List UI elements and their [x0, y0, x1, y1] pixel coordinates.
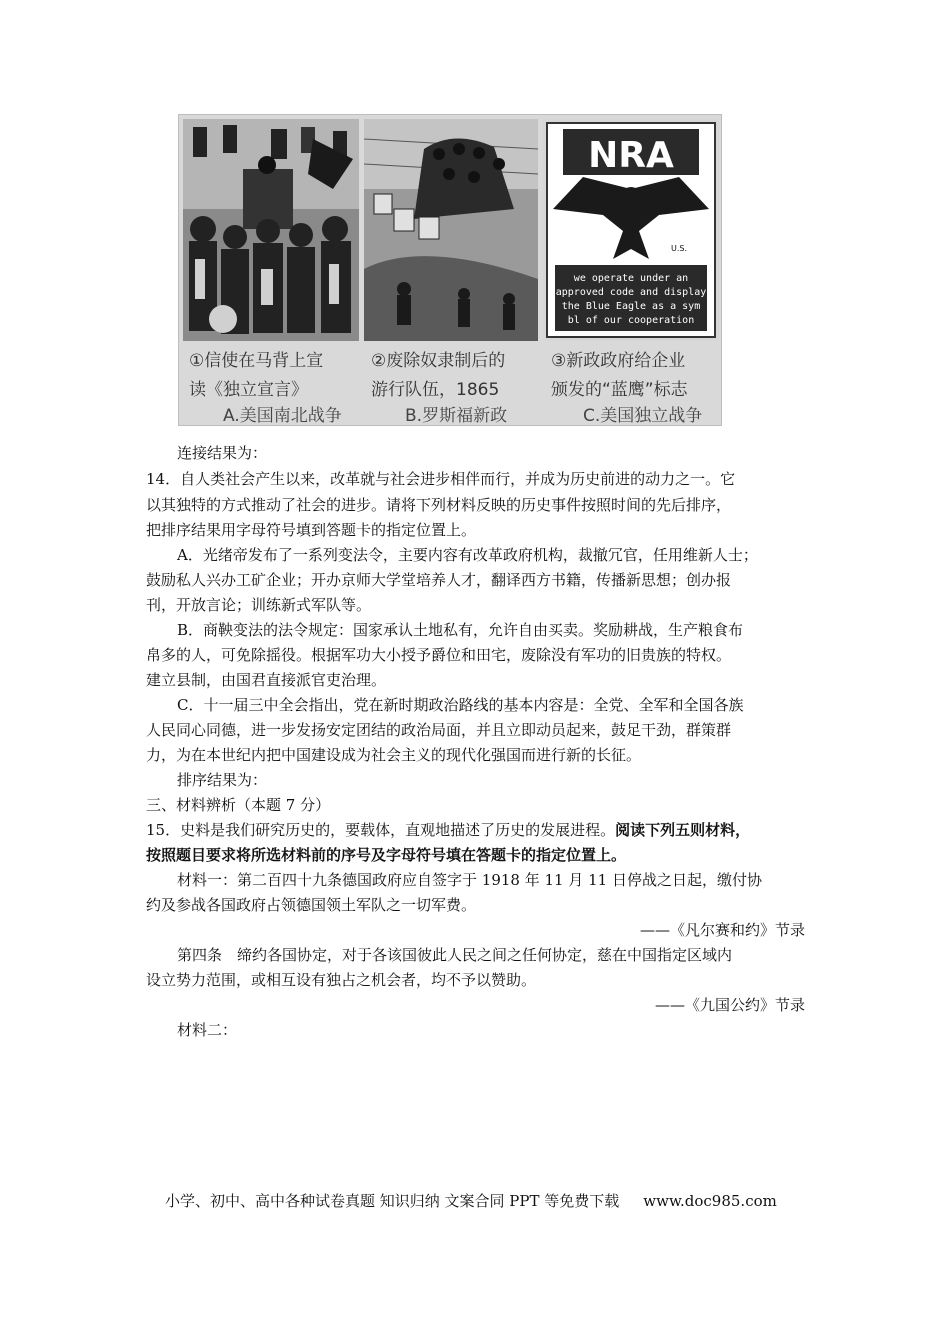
abolition-parade-illustration — [364, 119, 538, 341]
nra-blue-eagle-poster — [543, 119, 719, 341]
q14-option-c: C．十一届三中全会指出，党在新时期政治路线的基本内容是：全党、全军和全国各族 — [177, 696, 744, 714]
section-title: 三、材料辨析（本题 7 分） — [146, 796, 331, 814]
caption-line: ②废除奴隶制后的 — [371, 351, 506, 371]
q14-option-b: B．商鞅变法的法令规定：国家承认土地私有，允许自由买卖。奖励耕战，生产粮食布 — [177, 621, 744, 639]
q15-stem-normal: 15．史料是我们研究历史的，要载体，直观地描述了历史的发展进程。 — [146, 821, 616, 839]
material-1: 材料一：第二百四十九条德国政府应自签字于 1918 年 11 月 11 日停战之日起，缴付协 — [177, 871, 762, 889]
poster-line: approved code and display — [555, 287, 707, 298]
poster-line: bl of our cooperation — [567, 315, 695, 326]
footer-link[interactable]: www.doc985.com — [643, 1192, 777, 1210]
q14-stem: 以其独特的方式推动了社会的进步。请将下列材料反映的历史事件按照时间的先后排序， — [146, 496, 732, 514]
page-footer — [165, 1190, 777, 1211]
poster-line: the Blue Eagle as a sym — [561, 301, 701, 312]
material-2-label: 材料二： — [177, 1021, 238, 1039]
panel-caption — [551, 347, 719, 405]
q14-option-a: 鼓励私人兴办工矿企业；开办京师大学堂培养人才，翻译西方书籍，传播新思想；创办报 — [146, 571, 732, 589]
article-4: 设立势力范围，或相互设有独占之机会者，均不予以赞助。 — [146, 971, 537, 989]
panel-caption — [189, 347, 359, 405]
caption-line: 读《独立宣言》 — [189, 380, 308, 400]
material-1: 约及参战各国政府占领德国领土军队之一切军费。 — [146, 896, 477, 914]
q14-stem: 把排序结果用字母符号填到答题卡的指定位置上。 — [146, 521, 477, 539]
nra-logo-text: NRA — [588, 135, 674, 176]
us-mark: U.S. — [671, 244, 688, 253]
caption-line: 颁发的“蓝鹰”标志 — [551, 380, 688, 400]
q14-option-b: 帛多的人，可免除摇役。根据军功大小授予爵位和田宅，废除没有军功的旧贵族的特权。 — [146, 646, 732, 664]
footer-text: 小学、初中、高中各种试卷真题 知识归纳 文案合同 PPT 等免费下载 — [165, 1192, 620, 1210]
q14-option-b: 建立县制，由国君直接派官吏治理。 — [146, 671, 387, 689]
q14-result-label: 排序结果为： — [177, 771, 268, 789]
caption-line: ③新政政府给企业 — [551, 351, 686, 371]
q14-option-a: 刊，开放言论；训练新式军队等。 — [146, 596, 372, 614]
q13-result-label: 连接结果为： — [177, 444, 268, 462]
material-1-source: ——《凡尔赛和约》节录 — [639, 921, 805, 939]
option-b: B.罗斯福新政 — [405, 406, 508, 426]
option-c: C.美国独立战争 — [583, 406, 703, 426]
q14-option-a: A．光绪帝发布了一系列变法令，主要内容有改革政府机构，裁撤冗官，任用维新人士； — [177, 546, 758, 564]
history-figure — [178, 114, 722, 426]
q15-stem — [146, 817, 810, 843]
caption-line: ①信使在马背上宣 — [189, 351, 324, 371]
q14-option-c: 人民同心同德，进一步发扬安定团结的政治局面，并且立即动员起来，鼓足干劲，群策群 — [146, 721, 732, 739]
declaration-reading-illustration — [183, 119, 359, 341]
q15-stem-bold: 按照题目要求将所选材料前的序号及字母符号填在答题卡的指定位置上。 — [146, 846, 627, 864]
caption-line: 游行队伍，1865 — [371, 380, 500, 400]
q14-option-c: 力，为在本世纪内把中国建设成为社会主义的现代化强国而进行新的长征。 — [146, 746, 642, 764]
poster-line: we operate under an — [573, 273, 689, 284]
option-a: A.美国南北战争 — [223, 406, 342, 426]
q15-stem-bold: 阅读下列五则材料， — [615, 821, 751, 839]
article-4-source: ——《九国公约》节录 — [654, 996, 805, 1014]
q14-stem: 14．自人类社会产生以来，改革就与社会进步相伴而行，并成为历史前进的动力之一。它 — [146, 470, 736, 488]
article-4: 第四条 缔约各国协定，对于各该国彼此人民之间之任何协定，慈在中国指定区域内 — [177, 946, 733, 964]
panel-caption — [371, 347, 541, 405]
